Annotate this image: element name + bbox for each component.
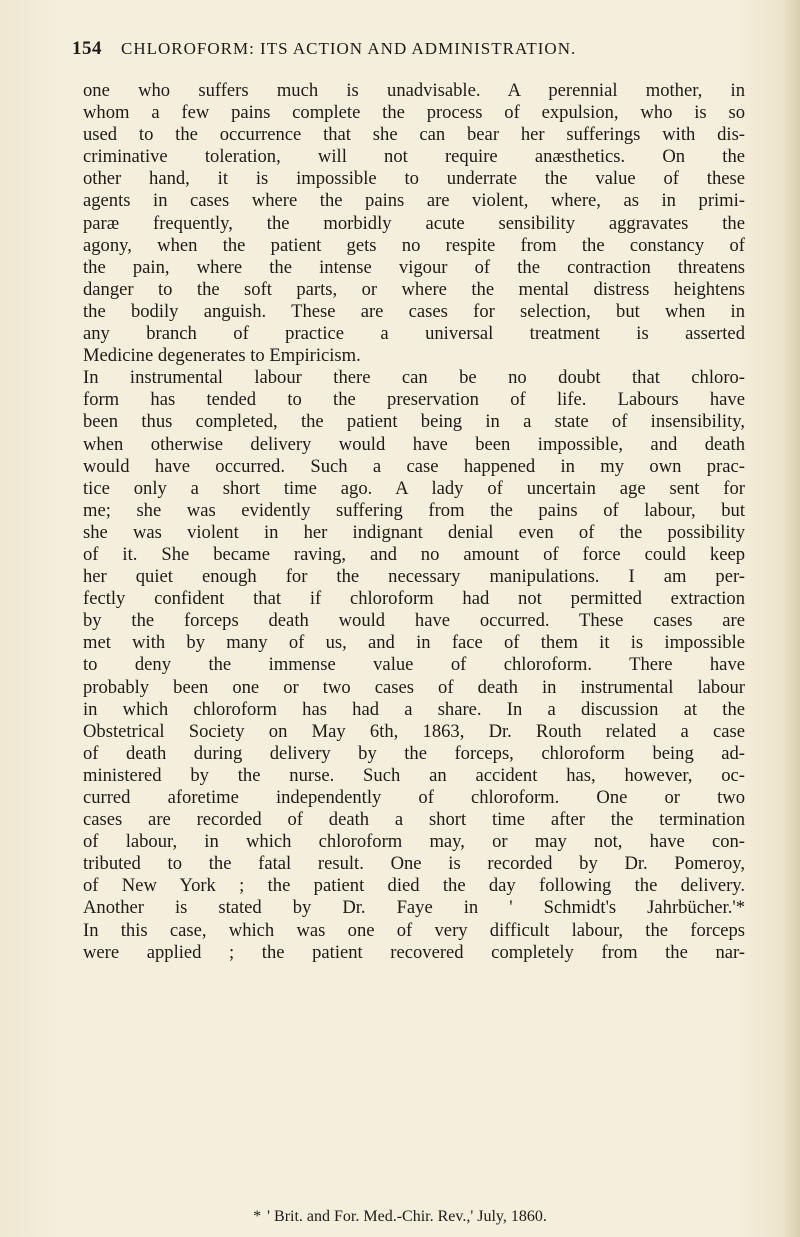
text-line: of labour, in which chloroform may, or may not, have con- (83, 831, 745, 853)
text-line: In this case, which was one of very difficult labour, the forceps (83, 919, 745, 941)
text-line: the pain, where the intense vigour of the contraction threatens (83, 256, 745, 278)
text-line: been thus completed, the patient being in a state of insensibility, (83, 411, 745, 433)
text-line: Obstetrical Society on May 6th, 1863, Dr. Routh related a case (83, 720, 745, 742)
text-line: Another is stated by Dr. Faye in ' Schmidt's Jahrbücher.'* (83, 897, 745, 919)
footnote-text: ' Brit. and For. Med.-Chir. Rev.,' July, 1860. (267, 1208, 547, 1225)
text-line: of death during delivery by the forceps, chloroform being ad- (83, 742, 745, 764)
text-line: tice only a short time ago. A lady of uncertain age sent for (83, 477, 745, 499)
text-line: cases are recorded of death a short time after the termination (83, 809, 745, 831)
text-line: Medicine degenerates to Empiricism. (83, 345, 361, 367)
text-line: paræ frequently, the morbidly acute sensibility aggravates the (83, 212, 745, 234)
running-title: CHLOROFORM: ITS ACTION AND ADMINISTRATION. (121, 39, 577, 58)
running-header (72, 38, 732, 60)
text-line: of it. She became raving, and no amount of force could keep (83, 543, 745, 565)
text-line: used to the occurrence that she can bear her sufferings with dis- (83, 124, 745, 146)
text-line: agony, when the patient gets no respite from the constancy of (83, 234, 745, 256)
text-line: In instrumental labour there can be no doubt that chloro- (83, 367, 745, 389)
text-line: in which chloroform has had a share. In a discussion at the (83, 698, 745, 720)
body-text (83, 80, 745, 964)
text-line: criminative toleration, will not require anæsthetics. On the (83, 146, 745, 168)
text-line: her quiet enough for the necessary manipulations. I am per- (83, 566, 745, 588)
text-line: one who suffers much is unadvisable. A perennial mother, in (83, 80, 745, 101)
text-line: she was violent in her indignant denial even of the possibility (83, 521, 745, 543)
text-line: ministered by the nurse. Such an accident has, however, oc- (83, 764, 745, 786)
text-line: when otherwise delivery would have been impossible, and death (83, 433, 745, 455)
text-line: danger to the soft parts, or where the mental distress heightens (83, 278, 745, 300)
text-line: other hand, it is impossible to underrate the value of these (83, 168, 745, 190)
text-line: form has tended to the preservation of life. Labours have (83, 389, 745, 411)
text-line: agents in cases where the pains are violent, where, as in primi- (83, 190, 745, 212)
text-line: tributed to the fatal result. One is recorded by Dr. Pomeroy, (83, 853, 745, 875)
text-line: would have occurred. Such a case happened in my own prac- (83, 455, 745, 477)
footnote-marker: * (253, 1208, 262, 1225)
text-line: me; she was evidently suffering from the pains of labour, but (83, 499, 745, 521)
text-line: curred aforetime independently of chloroform. One or two (83, 787, 745, 808)
text-line: the bodily anguish. These are cases for selection, but when in (83, 300, 745, 322)
footnote (0, 1208, 800, 1226)
text-line: whom a few pains complete the process of expulsion, who is so (83, 102, 745, 124)
text-line: to deny the immense value of chloroform. There have (83, 654, 745, 676)
text-line: by the forceps death would have occurred. These cases are (83, 610, 745, 632)
text-line: met with by many of us, and in face of them it is impossible (83, 632, 745, 654)
text-line: probably been one or two cases of death in instrumental labour (83, 676, 745, 698)
text-line: were applied ; the patient recovered completely from the nar- (83, 941, 745, 963)
page-edge-shadow (782, 0, 800, 1237)
text-line: fectly confident that if chloroform had not permitted extraction (83, 588, 745, 610)
text-line: any branch of practice a universal treatment is asserted (83, 323, 745, 345)
text-line: of New York ; the patient died the day following the delivery. (83, 875, 745, 897)
page-number: 154 (72, 38, 102, 59)
